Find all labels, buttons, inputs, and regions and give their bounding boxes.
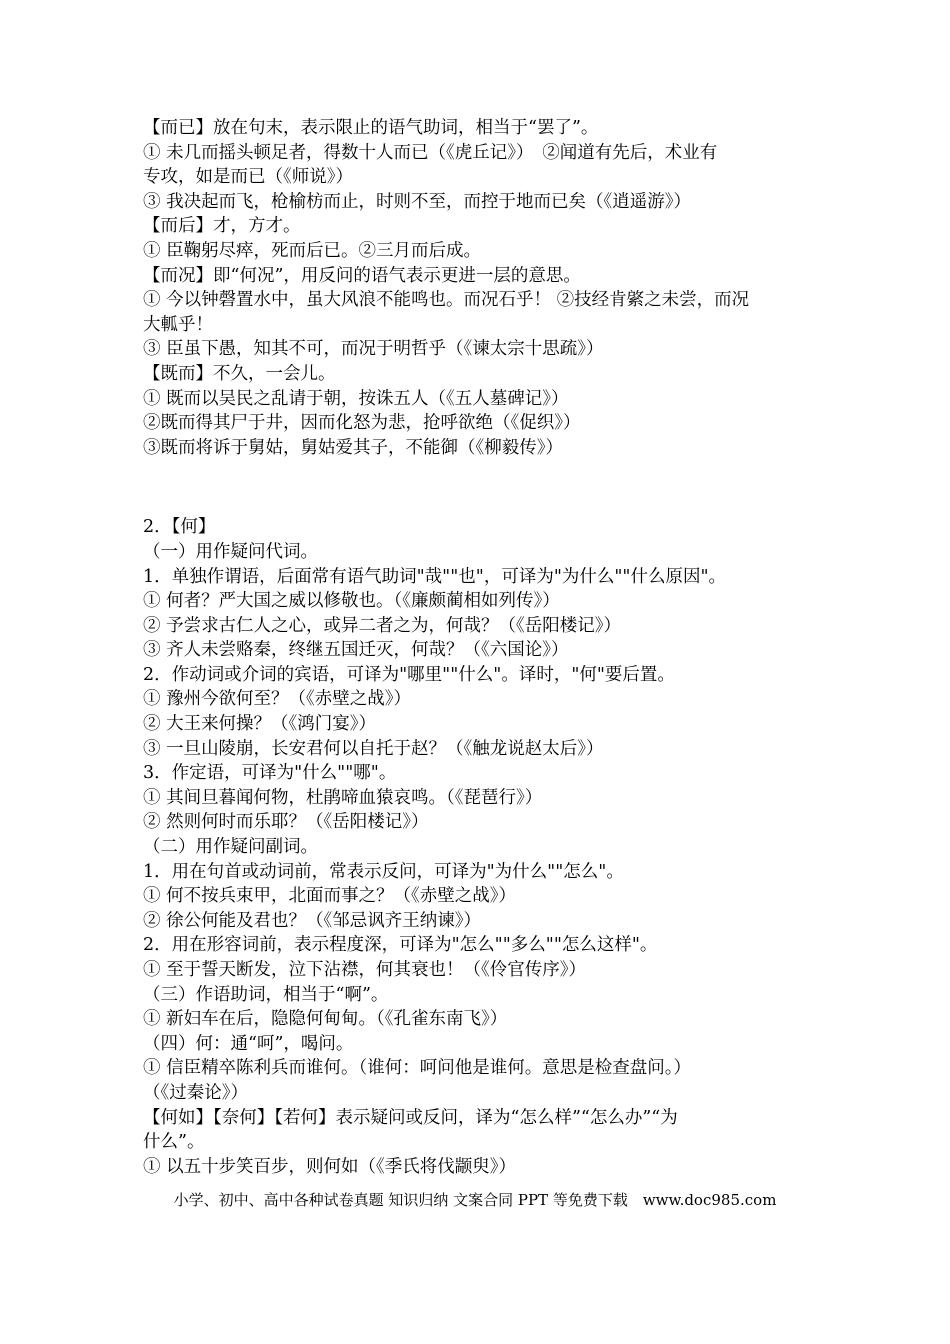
text-line: ① 何不按兵束甲，北面而事之？（《赤壁之战》）: [143, 886, 517, 907]
section-heading: 2．【何】: [143, 517, 216, 538]
text-line: ② 大王来何操？（《鸿门宴》）: [143, 714, 377, 735]
text-line: 2．作动词或介词的宾语，可译为"哪里""什么"。译时，"何"要后置。: [143, 664, 675, 685]
text-line: 大軱乎！: [143, 314, 213, 335]
text-line: ① 至于誓天断发，泣下沾襟，何其衰也！（《伶官传序》）: [143, 960, 587, 980]
section-er-phrases: [143, 116, 813, 460]
page-footer: 小学、初中、高中各种试卷真题 知识归纳 文案合同 PPT 等免费下载 www.doc985.com: [173, 1191, 777, 1209]
text-line: （四）何：通“呵”，喝问。: [143, 1033, 354, 1054]
text-line: ③既而将诉于舅姑，舅姑爱其子，不能御（《柳毅传》）: [143, 437, 563, 458]
text-line: 【而后】才，方才。: [143, 216, 301, 237]
text-line: ② 然则何时而乐耶？（《岳阳楼记》）: [143, 812, 429, 833]
text-line: ① 何者？严大国之威以修敬也。（《廉颇蔺相如列传》）: [143, 591, 560, 612]
text-line: ① 新妇车在后，隐隐何甸甸。（《孔雀东南飞》）: [143, 1009, 508, 1030]
text-line: ②既而得其尸于井，因而化怒为悲，抢呼欲绝（《促织》）: [143, 413, 581, 434]
text-line: 3．作定语，可译为"什么""哪"。: [143, 763, 397, 784]
text-line: ① 豫州今欲何至？（《赤壁之战》）: [143, 689, 412, 710]
section-spacer: [143, 460, 813, 515]
text-line: 【既而】不久，一会儿。: [143, 363, 336, 384]
text-line: ① 臣鞠躬尽瘁，死而后已。②三月而后成。: [143, 240, 482, 261]
document-body: [143, 116, 813, 1179]
text-line: ② 徐公何能及君也？（《邹忌讽齐王纳谏》）: [143, 910, 482, 931]
text-line: ③ 一旦山陵崩，长安君何以自托于赵？（《触龙说赵太后》）: [143, 738, 604, 759]
text-line: （二）用作疑问副词。: [143, 837, 318, 858]
text-line: ③ 臣虽下愚，知其不可，而况于明哲乎（《谏太宗十思疏》）: [143, 339, 604, 360]
text-line: 【而况】即“何况”，用反问的语气表示更进一层的意思。: [143, 265, 581, 286]
text-line: ① 既而以吴民之乱请于朝，按诛五人（《五人墓碑记》）: [143, 388, 569, 409]
text-line: ② 予尝求古仁人之心，或异二者之为，何哉？（《岳阳楼记》）: [143, 615, 622, 636]
text-line: 1．单独作谓语，后面常有语气助词"哉""也"，可译为"为什么""什么原因"。: [143, 566, 727, 587]
section-he: [143, 515, 813, 1179]
text-line: 【何如】【奈何】【若何】表示疑问或反问，译为“怎么样”“怎么办”“为: [143, 1107, 678, 1128]
text-line: （三）作语助词，相当于“啊”。: [143, 984, 389, 1005]
text-line: （《过秦论》）: [143, 1082, 248, 1103]
text-line: ① 信臣精卒陈利兵而谁何。（谁何：呵问他是谁何。意思是检查盘问。）: [143, 1058, 692, 1079]
text-line: 2．用在形容词前，表示程度深，可译为"怎么""多么""怎么这样"。: [143, 935, 658, 956]
text-line: ① 以五十步笑百步，则何如（《季氏将伐颛臾》）: [143, 1156, 517, 1177]
text-line: ① 其间旦暮闻何物，杜鹃啼血猿哀鸣。（《琵琶行》）: [143, 787, 543, 808]
text-line: 【而已】放在句末，表示限止的语气助词，相当于“罢了”。: [143, 118, 599, 138]
text-line: ③ 齐人未尝赂秦，终继五国迁灭，何哉？（《六国论》）: [143, 640, 569, 661]
text-line: （一）用作疑问代词。: [143, 541, 318, 562]
text-line: ① 今以钟磬置水中，虽大风浪不能鸣也。而况石乎！ ②技经肯綮之未尝，而况: [143, 290, 750, 311]
text-line: ① 未几而摇头顿足者，得数十人而已（《虎丘记》） ②闻道有先后，术业有: [143, 142, 718, 163]
text-line: ③ 我决起而飞，枪榆枋而止，时则不至，而控于地而已矣（《逍遥游》）: [143, 191, 692, 212]
text-line: 什么”。: [143, 1132, 205, 1153]
text-line: 专攻，如是而已（《师说》）: [143, 167, 353, 188]
text-line: 1．用在句首或动词前，常表示反问，可译为"为什么""怎么"。: [143, 861, 624, 882]
